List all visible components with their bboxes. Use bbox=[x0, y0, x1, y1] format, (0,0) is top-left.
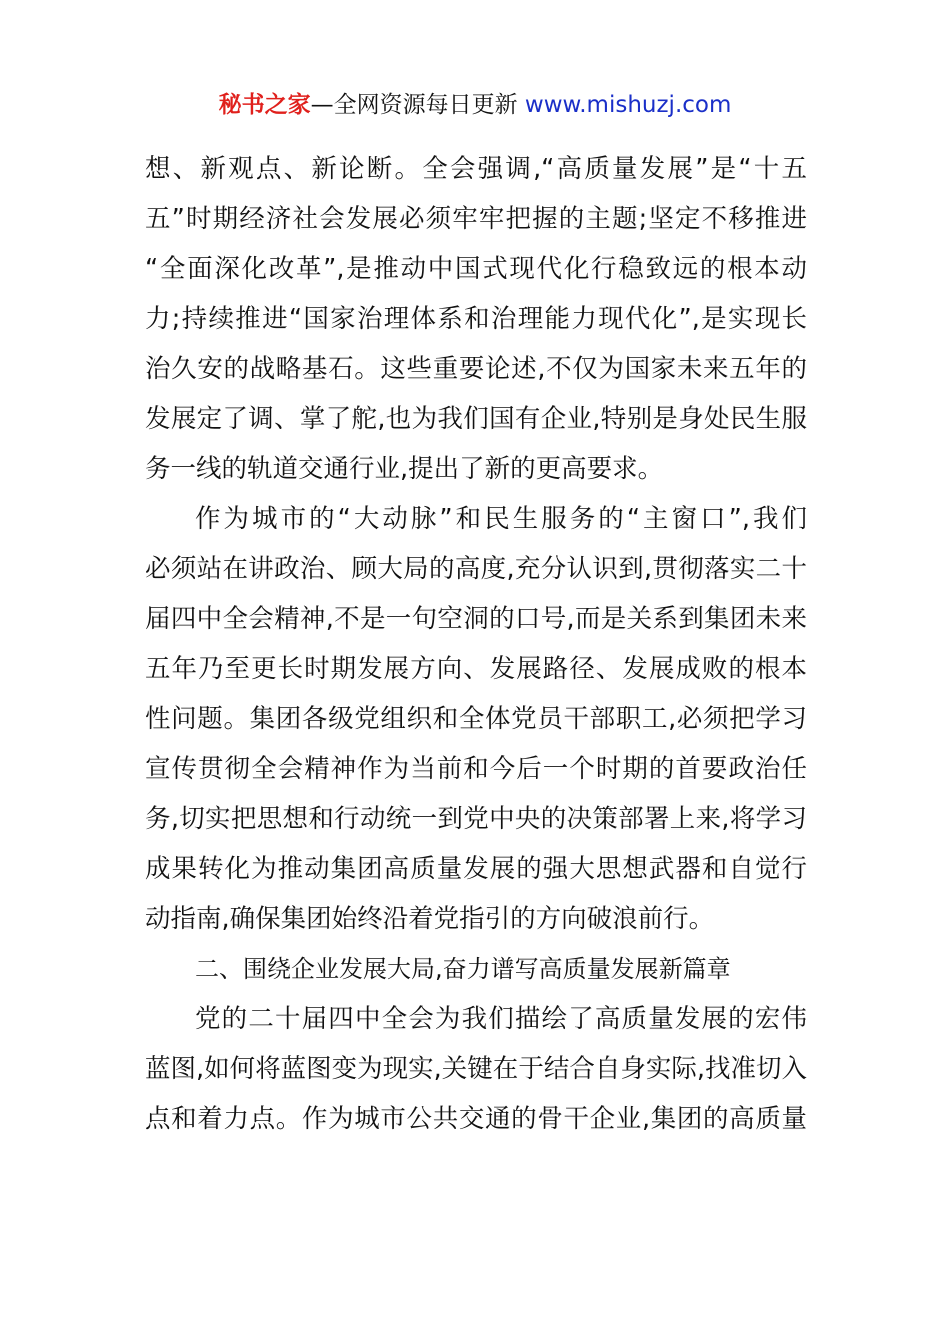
text-line: 发展定了调、掌了舵,也为我们国有企业,特别是身处民生服 bbox=[145, 404, 807, 434]
text-line: 性问题。集团各级党组织和全体党员干部职工,必须把学习 bbox=[145, 704, 807, 734]
text-line: 务一线的轨道交通行业,提出了新的更高要求。 bbox=[145, 454, 664, 484]
text-line: 五”时期经济社会发展必须牢牢把握的主题;坚定不移推进 bbox=[145, 204, 807, 234]
text-line: 治久安的战略基石。这些重要论述,不仅为国家未来五年的 bbox=[145, 354, 807, 384]
document-body bbox=[145, 144, 807, 1144]
text-line: 蓝图,如何将蓝图变为现实,关键在于结合自身实际,找准切入 bbox=[145, 1054, 807, 1084]
text-line: 动指南,确保集团始终沿着党指引的方向破浪前行。 bbox=[145, 904, 715, 934]
text-line: 想、新观点、新论断。全会强调,“高质量发展”是“十五 bbox=[145, 154, 807, 184]
text-line: “全面深化改革”,是推动中国式现代化行稳致远的根本动 bbox=[145, 254, 807, 284]
page-header bbox=[0, 88, 950, 122]
text-line: 五年乃至更长时期发展方向、发展路径、发展成败的根本 bbox=[145, 654, 807, 684]
text-line: 作为城市的“大动脉”和民生服务的“主窗口”,我们 bbox=[195, 504, 807, 534]
text-line: 必须站在讲政治、顾大局的高度,充分认识到,贯彻落实二十 bbox=[145, 554, 807, 584]
header-brand: 秘书之家 bbox=[218, 92, 311, 118]
text-line: 届四中全会精神,不是一句空洞的口号,而是关系到集团未来 bbox=[145, 604, 807, 634]
text-line: 宣传贯彻全会精神作为当前和今后一个时期的首要政治任 bbox=[145, 754, 807, 784]
text-line: 务,切实把思想和行动统一到党中央的决策部署上来,将学习 bbox=[145, 804, 807, 834]
text-line: 力;持续推进“国家治理体系和治理能力现代化”,是实现长 bbox=[145, 304, 807, 334]
header-slogan: —全网资源每日更新 bbox=[310, 92, 525, 118]
text-line: 点和着力点。作为城市公共交通的骨干企业,集团的高质量 bbox=[145, 1104, 807, 1134]
header-site-link[interactable]: www.mishuzj.com bbox=[524, 92, 732, 118]
section-heading: 二、围绕企业发展大局,奋力谱写高质量发展新篇章 bbox=[195, 955, 731, 983]
text-line: 党的二十届四中全会为我们描绘了高质量发展的宏伟 bbox=[195, 1004, 807, 1034]
text-line: 成果转化为推动集团高质量发展的强大思想武器和自觉行 bbox=[145, 854, 807, 884]
